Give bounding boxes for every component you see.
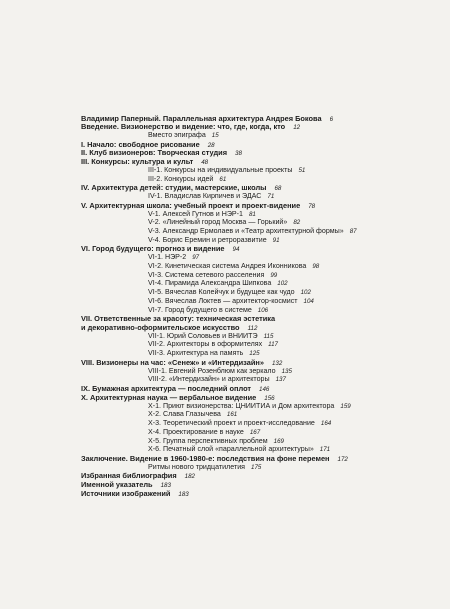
toc-entry (148, 402, 351, 411)
toc-entry-title: Избранная библиография (81, 471, 177, 481)
toc-entry-page-number: 146 (259, 386, 270, 394)
toc-entry-page-number: 51 (298, 166, 306, 174)
toc-entry-page-number: 48 (201, 159, 209, 167)
toc-entry-title: VI-7. Город будущего в системе (148, 305, 252, 314)
toc-entry (148, 297, 314, 306)
toc-entry-page-number: 159 (340, 402, 351, 410)
toc-entry-title: Введение. Визионерство и видение: что, где, когда, кто (81, 122, 286, 132)
toc-entry-title: Источники изображений (81, 488, 171, 498)
toc-entry-title: VI-3. Система сетевого расселения (148, 270, 265, 279)
toc-entry-title: X-1. Приют визионерства: ЦНИИТИА и Дом архитектора (148, 401, 335, 410)
toc-entry-title: III. Конкурсы: культура и культ (81, 157, 194, 167)
toc-entry-title: и декоративно-оформительское искусство (81, 323, 240, 333)
toc-entry (148, 131, 219, 140)
toc-entry-title: Именной указатель (81, 480, 153, 490)
toc-entry-title: V-1. Алексей Гутнов и НЭР-1 (148, 209, 243, 218)
toc-entry (148, 463, 261, 472)
toc-entry-page-number: 171 (319, 446, 331, 454)
toc-entry (148, 253, 199, 262)
toc-entry-page-number: 183 (160, 482, 171, 490)
toc-entry-page-number: 6 (329, 115, 334, 123)
toc-entry (148, 428, 260, 437)
toc-entry (148, 279, 288, 288)
toc-entry (148, 166, 305, 175)
toc-entry-page-number: 104 (303, 297, 314, 305)
toc-entry-page-number: 182 (184, 473, 195, 481)
toc-entry-title: VIII-1. Евгений Розенблюм как зеркало (148, 366, 276, 375)
toc-entry-page-number: 183 (178, 490, 189, 498)
toc-entry-page-number: 61 (219, 175, 227, 183)
toc-entry-page-number: 81 (248, 210, 256, 218)
toc-entry-title: V-4. Борис Еремин и ретроразвитие (148, 235, 267, 244)
toc-entry (148, 306, 268, 315)
toc-entry-title: X-5. Группа перспективных проблем (148, 436, 268, 445)
toc-entry-page-number: 125 (249, 350, 260, 358)
toc-entry (148, 410, 237, 419)
toc-entry-page-number: 15 (211, 131, 219, 139)
toc-entry-title: III-1. Конкурсы на индивидуальные проекты (148, 165, 293, 174)
toc-entry-title: VI-4. Пирамида Александра Шипкова (148, 279, 272, 288)
toc-entry-page-number: 117 (268, 341, 278, 349)
toc-entry-title: V-2. «Линейный город Москва — Горький» (148, 218, 288, 227)
toc-entry-page-number: 164 (320, 420, 332, 428)
toc-entry (81, 314, 275, 323)
toc-entry-title: VI. Город будущего: прогноз и видение (81, 244, 225, 254)
toc-entry-title: X-3. Теоретический проект и проект-исследование (148, 419, 315, 428)
toc-entry-page-number: 99 (270, 271, 278, 279)
toc-entry-page-number: 161 (226, 411, 238, 419)
toc-entry-title: VI-2. Кинетическая система Андрея Иконникова (148, 261, 307, 270)
toc-entry-page-number: 91 (272, 236, 280, 244)
toc-entry-title: X. Архитектурная наука — вербальное видение (81, 392, 257, 402)
toc-entry-title: Вместо эпиграфа (148, 130, 206, 139)
toc-entry-page-number: 112 (247, 325, 258, 333)
toc-entry (148, 349, 260, 358)
toc-entry-page-number: 106 (257, 306, 269, 314)
toc-entry-page-number: 97 (192, 254, 200, 262)
toc-entry-page-number: 71 (267, 193, 275, 201)
toc-entry-title: Ритмы нового тридцатилетия (148, 462, 245, 471)
toc-entry-page-number: 78 (308, 202, 316, 210)
toc-entry-title: V. Архитектурная школа: учебный проект и проект-видение (81, 200, 301, 210)
toc-entry-title: VII-2. Архитекторы в оформителях (148, 340, 263, 349)
toc-entry-title: VI-5. Вячеслав Колейчук и будущее как чудо (148, 288, 295, 297)
toc-entry-page-number: 38 (235, 150, 242, 158)
toc-entry (148, 419, 331, 428)
toc-entry (148, 192, 274, 201)
toc-entry-page-number: 115 (263, 332, 274, 340)
toc-entry (148, 262, 319, 271)
toc-entry-title: V-3. Александр Ермолаев и «Театр архитектурной формы» (148, 226, 344, 235)
toc-entry-title: IV-1. Владислав Кирпичев и ЭДАС (148, 192, 262, 201)
toc-entry-title: IV. Архитектура детей: студии, мастерские, школы (81, 183, 267, 193)
toc-entry-page-number: 98 (312, 262, 320, 270)
toc-entry-page-number: 68 (274, 185, 282, 193)
toc-entry-page-number: 102 (277, 280, 288, 288)
toc-entry (148, 367, 292, 376)
toc-entry (148, 288, 311, 297)
toc-entry (148, 340, 278, 349)
toc-entry (148, 445, 330, 454)
toc-entry-page-number: 156 (264, 394, 275, 402)
toc-entry-title: X-6. Печатный слой «параллельной архитектуры» (148, 445, 314, 454)
toc-entry-page-number: 137 (275, 376, 286, 384)
toc-entry-page-number: 12 (293, 124, 301, 132)
toc-entry (148, 218, 300, 227)
toc-entry-page-number: 132 (271, 359, 283, 367)
toc-entry (148, 210, 256, 219)
toc-entry (148, 175, 226, 184)
toc-entry (148, 227, 357, 236)
toc-entry-title: Заключение. Видение в 1960-1980-е: последствия на фоне перемен (81, 453, 330, 463)
toc-entry-title: X-4. Проектирование в науке (148, 427, 244, 436)
toc-entry-page-number: 28 (207, 141, 215, 149)
toc-entry (148, 332, 273, 341)
toc-entry-title: I. Начало: свободное рисование (81, 139, 200, 149)
toc-entry-title: II. Клуб визионеров: Творческая студия (81, 148, 228, 158)
toc-entry-title: VI-1. НЭР-2 (148, 253, 187, 262)
toc-entry-title: VII-1. Юрий Соловьев и ВНИИТЭ (148, 331, 258, 340)
toc-entry-page-number: 172 (337, 455, 348, 463)
toc-entry-page-number: 167 (249, 428, 261, 436)
toc-entry-page-number: 135 (281, 367, 292, 375)
toc-entry-page-number: 94 (232, 246, 240, 254)
toc-entry-page-number: 87 (349, 227, 357, 235)
toc-entry-title: VII-3. Архитектура на память (148, 349, 244, 358)
toc-entry-title: VIII-2. «Интердизайн» и архитекторы (148, 375, 270, 384)
toc-entry-title: VI-6. Вячеслав Локтев — архитектор-космист (148, 296, 298, 305)
toc-entry (148, 236, 280, 245)
toc-entry (148, 271, 277, 280)
toc-entry-title: VII. Ответственные за красоту: техническая эстетика (81, 314, 276, 324)
toc-entry-page-number: 102 (300, 289, 311, 297)
toc-entry-title: X-2. Слава Глазычева (148, 410, 221, 419)
toc-entry-page-number: 82 (293, 219, 301, 227)
toc-entry (148, 437, 284, 446)
toc-entry-title: IX. Бумажная архитектура — последний оплот (81, 384, 252, 394)
toc-entry (148, 375, 286, 384)
toc-entry-title: Владимир Паперный. Параллельная архитектура Андрея Бокова (81, 113, 322, 123)
toc-entry (81, 489, 189, 499)
toc-entry-page-number: 169 (273, 437, 284, 445)
toc-entry-title: III-2. Конкурсы идей (148, 174, 214, 183)
toc-entry-title: VIII. Визионеры на час: «Сенеж» и «Интердизайн» (81, 357, 264, 367)
toc-entry-page-number: 175 (251, 463, 262, 471)
